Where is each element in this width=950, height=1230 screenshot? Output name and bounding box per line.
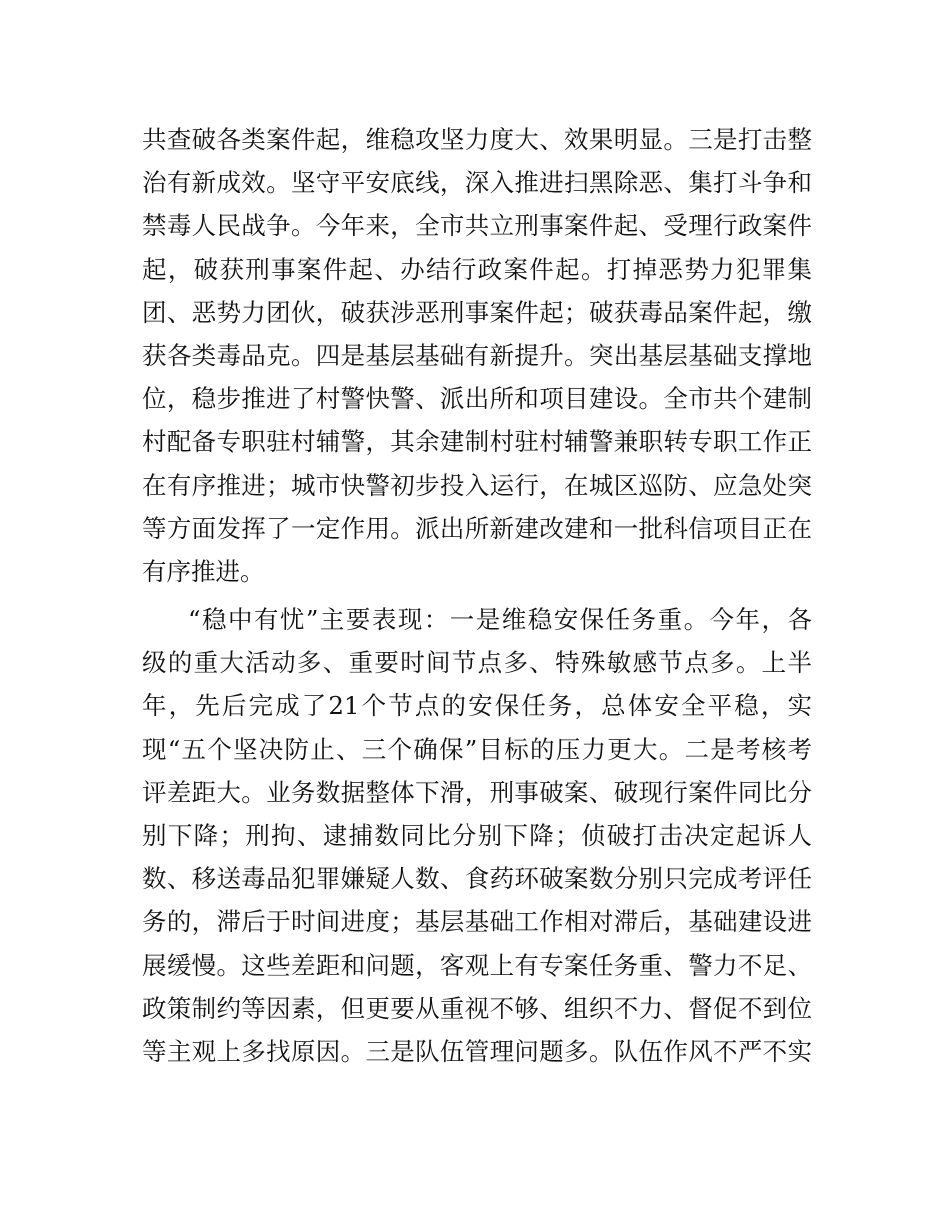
text-line: 在有序推进；城市快警初步投入运行，在城区巡防、应急处突 bbox=[142, 470, 812, 500]
text-line: 禁毒人民战争。今年来，全市共立刑事案件起、受理行政案件 bbox=[142, 211, 812, 241]
text-line: 展缓慢。这些差距和问题，客观上有专案任务重、警力不足、 bbox=[142, 950, 812, 980]
text-line: 数、移送毒品犯罪嫌疑人数、食药环破案数分别只完成考评任 bbox=[142, 864, 812, 894]
text-line: 共查破各类案件起，维稳攻坚力度大、效果明显。三是打击整 bbox=[142, 125, 812, 154]
text-line: 等主观上多找原因。三是队伍管理问题多。队伍作风不严不实 bbox=[142, 1036, 812, 1066]
text-line: 位，稳步推进了村警快警、派出所和项目建设。全市共个建制 bbox=[142, 384, 812, 414]
text-line: 团、恶势力团伙，破获涉恶刑事案件起；破获毒品案件起，缴 bbox=[142, 297, 812, 327]
body-text bbox=[142, 118, 812, 1073]
paragraph-1 bbox=[142, 118, 812, 593]
text-line: 村配备专职驻村辅警，其余建制村驻村辅警兼职转专职工作正 bbox=[142, 427, 812, 457]
text-line: 获各类毒品克。四是基层基础有新提升。突出基层基础支撑地 bbox=[142, 340, 812, 370]
text-line: 级的重大活动多、重要时间节点多、特殊敏感节点多。上半 bbox=[142, 648, 812, 678]
text-line: 评差距大。业务数据整体下滑，刑事破案、破现行案件同比分 bbox=[142, 777, 812, 807]
text-line: 政策制约等因素，但更要从重视不够、组织不力、督促不到位 bbox=[142, 993, 812, 1023]
text-line: 别下降；刑拘、逮捕数同比分别下降；侦破打击决定起诉人 bbox=[142, 821, 812, 850]
text-line: 年，先后完成了21个节点的安保任务，总体安全平稳，实 bbox=[142, 691, 812, 721]
text-line: 务的，滞后于时间进度；基层基础工作相对滞后，基础建设进 bbox=[142, 907, 812, 937]
text-line: 有序推进。 bbox=[142, 556, 265, 586]
text-line: 起，破获刑事案件起、办结行政案件起。打掉恶势力犯罪集 bbox=[142, 254, 812, 284]
paragraph-2 bbox=[142, 598, 812, 1073]
text-line: 现“五个坚决防止、三个确保”目标的压力更大。二是考核考 bbox=[142, 734, 812, 764]
text-line: 治有新成效。坚守平安底线，深入推进扫黑除恶、集打斗争和 bbox=[142, 168, 812, 198]
text-line: “稳中有忧”主要表现：一是维稳安保任务重。今年，各 bbox=[188, 605, 812, 635]
text-line: 等方面发挥了一定作用。派出所新建改建和一批科信项目正在 bbox=[142, 513, 812, 543]
